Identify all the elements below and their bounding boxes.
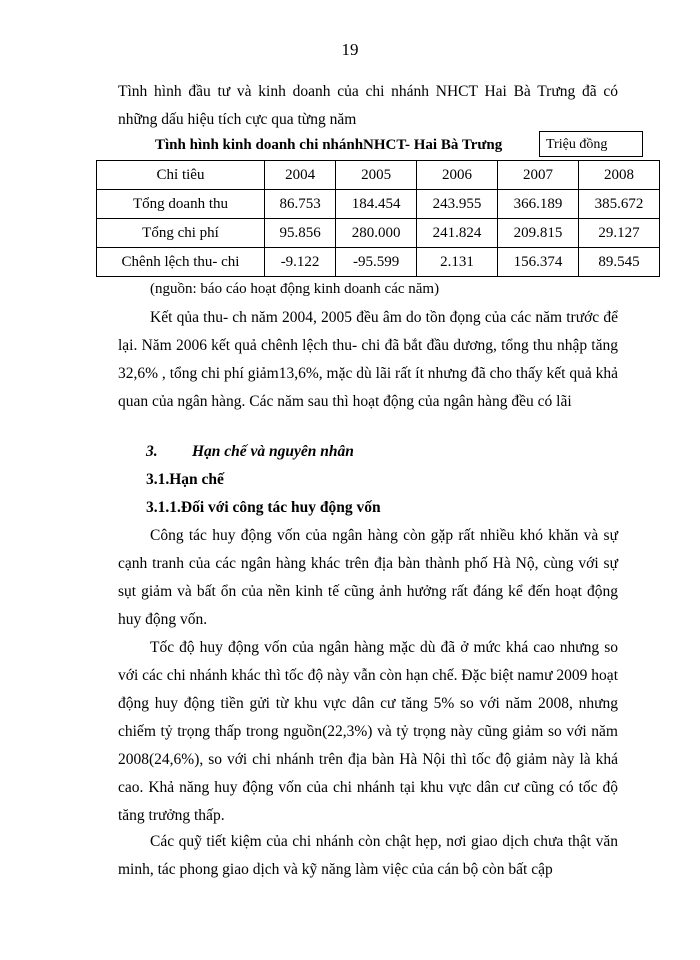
mobilization-speed-paragraph: Tốc độ huy động vốn của ngân hàng mặc dù đã ở mức khá cao nhưng so với các chi nhánh khác thì tốc độ này vẫn còn hạn chế. Đặc biệt namư 2009 hoạt động huy động tiền gửi từ khu vực dân cư tăng 5% so với năm 2008, nhưng chiếm tỷ trọng thấp trong nguồn(22,3%) và tỷ trọng này cũng giảm so với năm 2008(24,6%), so với chi nhánh trên địa bàn Hà Nội thì tốc độ giảm này là khá cao. Khả năng huy động vốn của chi nhánh tại khu vực dân cư cũng có tốc độ tăng trưởng thấp. [118,639,618,824]
table-cell: 29.127 [578,219,659,248]
table-row [97,190,660,219]
table-header-row [97,161,660,190]
table-cell: 95.856 [265,219,336,248]
difficulties-paragraph: Công tác huy động vốn của ngân hàng còn gặp rất nhiều khó khăn và sự cạnh tranh của các ngân hàng khác trên địa bàn thành phố Hà Nộ, cùng với sự sụt giảm và bất ổn của nền kinh tế cũng ảnh hưởng rất đáng kể đến hoạt động huy động vốn. [118,527,618,628]
header-cell: 2008 [578,161,659,190]
row-label: Chênh lệch thu- chi [97,248,265,277]
table-cell: 385.672 [578,190,659,219]
business-results-table [96,160,660,277]
header-cell: 2004 [265,161,336,190]
section-title: Hạn chế và nguyên nhân [192,443,354,460]
table-row [97,248,660,277]
table-cell: 280.000 [336,219,417,248]
section-heading-3-1-1: 3.1.1.Đối với công tác huy động vốn [146,499,381,516]
table-source-note: (nguồn: báo cáo hoạt động kinh doanh các năm) [150,281,440,297]
table-cell: 89.545 [578,248,659,277]
intro-paragraph: Tình hình đầu tư và kinh doanh của chi nhánh NHCT Hai Bà Trưng đã có những dấu hiệu tích cực qua từng năm [118,83,618,128]
section-heading-3-1: 3.1.Hạn chế [146,471,224,488]
table-title: Tình hình kinh doanh chi nhánhNHCT- Hai Bà Trưng [155,137,503,153]
header-cell: Chỉ tiêu [97,161,265,190]
table-cell: 2.131 [417,248,498,277]
section-heading-3 [146,443,354,461]
row-label: Tổng chi phí [97,219,265,248]
section-number: 3. [146,443,158,460]
table-cell: 86.753 [265,190,336,219]
unit-label: Triệu đồng [539,131,643,157]
results-paragraph: Kết qủa thu- ch năm 2004, 2005 đều âm do tồn đọng của các năm trước để lại. Năm 2006 kết quả chênh lệch thu- chi đã bắt đầu dương, tổng thu nhập tăng 32,6% , tổng chi phí giảm13,6%, mặc dù lãi rất ít nhưng đã cho thấy kết quả khả quan của ngân hàng. Các năm sau thì hoạt động của ngân hàng đều có lãi [118,309,618,410]
table-cell: 209.815 [498,219,579,248]
table-cell: -9.122 [265,248,336,277]
savings-paragraph: Các quỹ tiết kiệm của chi nhánh còn chật hẹp, nơi giao dịch chưa thật văn minh, tác phong giao dịch và kỹ năng làm việc của cán bộ còn bất cập [118,833,618,878]
header-cell: 2007 [498,161,579,190]
row-label: Tổng doanh thu [97,190,265,219]
header-cell: 2006 [417,161,498,190]
table-cell: 243.955 [417,190,498,219]
table-cell: 366.189 [498,190,579,219]
table-cell: 156.374 [498,248,579,277]
table-cell: 184.454 [336,190,417,219]
table-row [97,219,660,248]
table-cell: -95.599 [336,248,417,277]
header-cell: 2005 [336,161,417,190]
table-cell: 241.824 [417,219,498,248]
page-number: 19 [341,40,359,59]
